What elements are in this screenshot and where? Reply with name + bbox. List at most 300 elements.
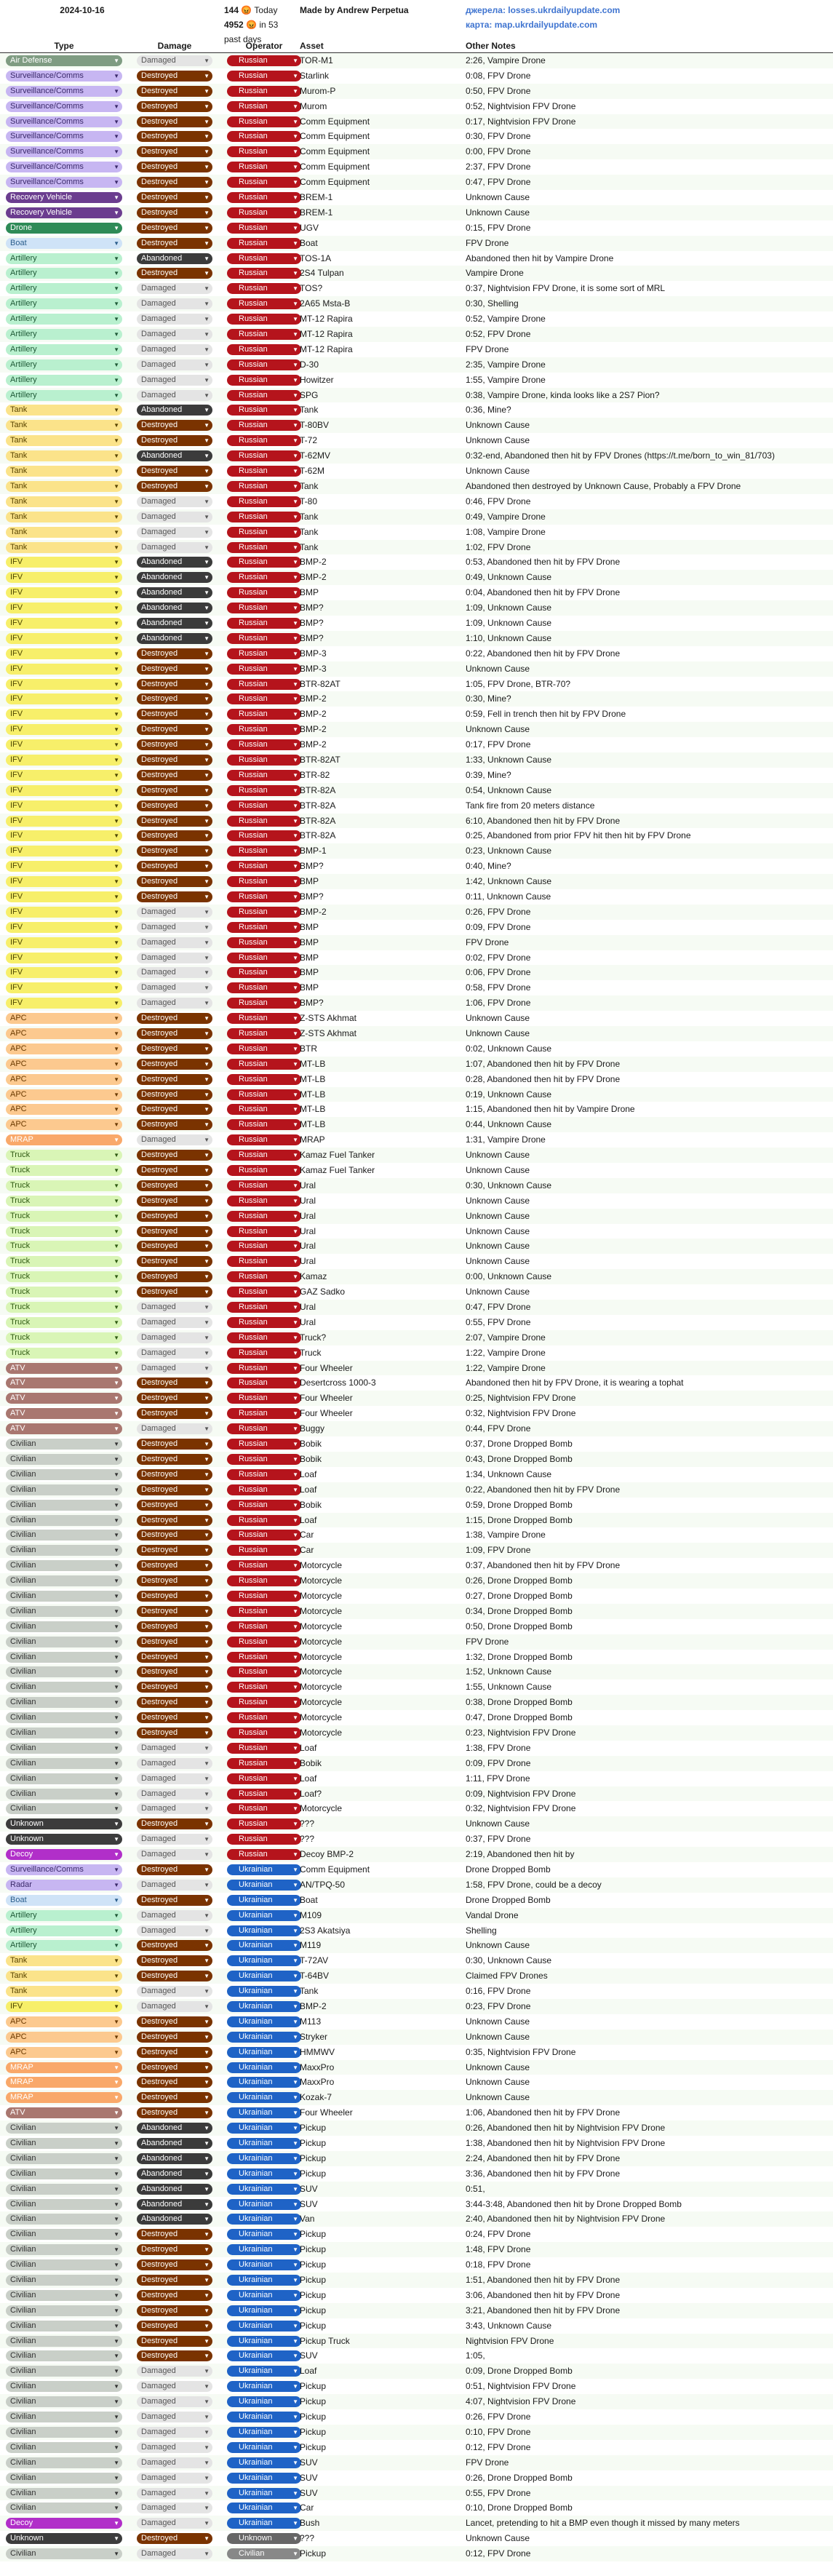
type-select[interactable] [6, 1575, 122, 1586]
type-select[interactable] [6, 1043, 122, 1054]
damage-select[interactable] [137, 907, 212, 918]
damage-select[interactable] [137, 1196, 212, 1206]
operator-select[interactable] [227, 922, 301, 933]
damage-select[interactable] [137, 1864, 212, 1875]
type-select[interactable] [6, 101, 122, 112]
operator-select[interactable] [227, 1545, 301, 1556]
type-select[interactable] [6, 390, 122, 401]
damage-select[interactable] [137, 1591, 212, 1602]
damage-select[interactable] [137, 1287, 212, 1297]
operator-select[interactable] [227, 1560, 301, 1571]
type-select[interactable] [6, 450, 122, 461]
damage-select[interactable] [137, 2244, 212, 2255]
operator-select[interactable] [227, 2062, 301, 2073]
damage-select[interactable] [137, 1971, 212, 1981]
operator-select[interactable] [227, 1895, 301, 1906]
operator-select[interactable] [227, 664, 301, 675]
type-select[interactable] [6, 116, 122, 127]
type-select[interactable] [6, 542, 122, 553]
operator-select[interactable] [227, 359, 301, 370]
damage-select[interactable] [137, 770, 212, 781]
operator-select[interactable] [227, 1910, 301, 1921]
operator-select[interactable] [227, 2123, 301, 2134]
damage-select[interactable] [137, 1560, 212, 1571]
damage-select[interactable] [137, 1849, 212, 1860]
sources-link[interactable]: джерела: losses.ukrdailyupdate.com [466, 5, 621, 15]
damage-select[interactable] [137, 1515, 212, 1526]
type-select[interactable] [6, 2229, 122, 2240]
damage-select[interactable] [137, 937, 212, 948]
type-select[interactable] [6, 223, 122, 234]
operator-select[interactable] [227, 1728, 301, 1738]
operator-select[interactable] [227, 223, 301, 234]
type-select[interactable] [6, 1454, 122, 1465]
operator-select[interactable] [227, 2290, 301, 2301]
damage-select[interactable] [137, 1621, 212, 1632]
damage-select[interactable] [137, 1454, 212, 1465]
operator-select[interactable] [227, 329, 301, 340]
damage-select[interactable] [137, 116, 212, 127]
damage-select[interactable] [137, 314, 212, 325]
type-select[interactable] [6, 1666, 122, 1677]
damage-select[interactable] [137, 1773, 212, 1784]
type-select[interactable] [6, 2259, 122, 2270]
operator-select[interactable] [227, 2275, 301, 2286]
type-select[interactable] [6, 679, 122, 690]
type-select[interactable] [6, 2092, 122, 2103]
damage-select[interactable] [137, 1530, 212, 1541]
damage-select[interactable] [137, 709, 212, 720]
operator-select[interactable] [227, 2153, 301, 2164]
damage-select[interactable] [137, 1165, 212, 1176]
damage-select[interactable] [137, 679, 212, 690]
operator-select[interactable] [227, 390, 301, 401]
type-select[interactable] [6, 1119, 122, 1130]
damage-select[interactable] [137, 664, 212, 675]
type-select[interactable] [6, 2488, 122, 2499]
operator-select[interactable] [227, 2259, 301, 2270]
type-select[interactable] [6, 2457, 122, 2468]
type-select[interactable] [6, 2336, 122, 2347]
operator-select[interactable] [227, 2412, 301, 2422]
operator-select[interactable] [227, 435, 301, 446]
type-select[interactable] [6, 435, 122, 446]
type-select[interactable] [6, 1758, 122, 1769]
type-select[interactable] [6, 405, 122, 416]
operator-select[interactable] [227, 1150, 301, 1161]
damage-select[interactable] [137, 2427, 212, 2438]
type-select[interactable] [6, 846, 122, 856]
operator-select[interactable] [227, 1500, 301, 1511]
operator-select[interactable] [227, 603, 301, 613]
damage-select[interactable] [137, 1378, 212, 1388]
damage-select[interactable] [137, 1271, 212, 1282]
operator-select[interactable] [227, 512, 301, 522]
operator-select[interactable] [227, 1119, 301, 1130]
damage-select[interactable] [137, 572, 212, 583]
operator-select[interactable] [227, 450, 301, 461]
damage-select[interactable] [137, 876, 212, 887]
operator-select[interactable] [227, 1089, 301, 1100]
operator-select[interactable] [227, 2336, 301, 2347]
operator-select[interactable] [227, 739, 301, 750]
type-select[interactable] [6, 891, 122, 902]
type-select[interactable] [6, 770, 122, 781]
type-select[interactable] [6, 1302, 122, 1313]
damage-select[interactable] [137, 405, 212, 416]
type-select[interactable] [6, 1348, 122, 1359]
operator-select[interactable] [227, 1652, 301, 1663]
operator-select[interactable] [227, 1986, 301, 1997]
operator-select[interactable] [227, 131, 301, 142]
damage-select[interactable] [137, 1256, 212, 1267]
type-select[interactable] [6, 709, 122, 720]
operator-select[interactable] [227, 2092, 301, 2103]
type-select[interactable] [6, 785, 122, 796]
type-select[interactable] [6, 618, 122, 629]
type-select[interactable] [6, 375, 122, 386]
type-select[interactable] [6, 572, 122, 583]
operator-select[interactable] [227, 1302, 301, 1313]
type-select[interactable] [6, 512, 122, 522]
operator-select[interactable] [227, 1348, 301, 1359]
type-select[interactable] [6, 1560, 122, 1571]
type-select[interactable] [6, 1059, 122, 1070]
damage-select[interactable] [137, 2396, 212, 2407]
type-select[interactable] [6, 86, 122, 97]
operator-select[interactable] [227, 146, 301, 157]
operator-select[interactable] [227, 876, 301, 887]
type-select[interactable] [6, 907, 122, 918]
damage-select[interactable] [137, 2047, 212, 2058]
damage-select[interactable] [137, 1712, 212, 1723]
type-select[interactable] [6, 1378, 122, 1388]
damage-select[interactable] [137, 739, 212, 750]
type-select[interactable] [6, 192, 122, 203]
damage-select[interactable] [137, 1302, 212, 1313]
operator-select[interactable] [227, 2244, 301, 2255]
operator-select[interactable] [227, 2473, 301, 2484]
operator-select[interactable] [227, 2305, 301, 2316]
type-select[interactable] [6, 2123, 122, 2134]
operator-select[interactable] [227, 177, 301, 188]
damage-select[interactable] [137, 693, 212, 704]
damage-select[interactable] [137, 390, 212, 401]
type-select[interactable] [6, 1849, 122, 1860]
damage-select[interactable] [137, 1803, 212, 1814]
damage-select[interactable] [137, 298, 212, 309]
type-select[interactable] [6, 1028, 122, 1039]
damage-select[interactable] [137, 542, 212, 553]
damage-select[interactable] [137, 1180, 212, 1191]
damage-select[interactable] [137, 1013, 212, 1024]
type-select[interactable] [6, 922, 122, 933]
damage-select[interactable] [137, 1439, 212, 1450]
type-select[interactable] [6, 1089, 122, 1100]
operator-select[interactable] [227, 420, 301, 431]
operator-select[interactable] [227, 1439, 301, 1450]
type-select[interactable] [6, 1637, 122, 1647]
operator-select[interactable] [227, 1637, 301, 1647]
damage-select[interactable] [137, 435, 212, 446]
column-header-asset[interactable]: Asset [300, 41, 324, 51]
type-select[interactable] [6, 2427, 122, 2438]
type-select[interactable] [6, 633, 122, 644]
operator-select[interactable] [227, 542, 301, 553]
damage-select[interactable] [137, 1119, 212, 1130]
damage-select[interactable] [137, 2457, 212, 2468]
operator-select[interactable] [227, 2016, 301, 2027]
operator-select[interactable] [227, 693, 301, 704]
type-select[interactable] [6, 207, 122, 218]
damage-select[interactable] [137, 1500, 212, 1511]
type-select[interactable] [6, 2473, 122, 2484]
type-select[interactable] [6, 1682, 122, 1693]
damage-select[interactable] [137, 496, 212, 507]
damage-select[interactable] [137, 2533, 212, 2544]
operator-select[interactable] [227, 496, 301, 507]
type-select[interactable] [6, 2321, 122, 2331]
damage-select[interactable] [137, 2503, 212, 2513]
operator-select[interactable] [227, 953, 301, 963]
damage-select[interactable] [137, 1895, 212, 1906]
damage-select[interactable] [137, 2259, 212, 2270]
type-select[interactable] [6, 1408, 122, 1419]
type-select[interactable] [6, 1697, 122, 1708]
type-select[interactable] [6, 253, 122, 264]
damage-select[interactable] [137, 2321, 212, 2331]
operator-select[interactable] [227, 268, 301, 279]
operator-select[interactable] [227, 1925, 301, 1936]
damage-select[interactable] [137, 481, 212, 492]
operator-select[interactable] [227, 1849, 301, 1860]
type-select[interactable] [6, 1895, 122, 1906]
damage-select[interactable] [137, 2001, 212, 2012]
damage-select[interactable] [137, 1834, 212, 1845]
damage-select[interactable] [137, 2199, 212, 2210]
operator-select[interactable] [227, 1606, 301, 1617]
damage-select[interactable] [137, 2366, 212, 2377]
operator-select[interactable] [227, 1423, 301, 1434]
damage-select[interactable] [137, 268, 212, 279]
type-select[interactable] [6, 1104, 122, 1115]
damage-select[interactable] [137, 1469, 212, 1480]
damage-select[interactable] [137, 192, 212, 203]
operator-select[interactable] [227, 2321, 301, 2331]
operator-select[interactable] [227, 2077, 301, 2088]
operator-select[interactable] [227, 937, 301, 948]
operator-select[interactable] [227, 55, 301, 66]
type-select[interactable] [6, 1712, 122, 1723]
damage-select[interactable] [137, 2473, 212, 2484]
type-select[interactable] [6, 359, 122, 370]
damage-select[interactable] [137, 329, 212, 340]
type-select[interactable] [6, 1818, 122, 1829]
type-select[interactable] [6, 876, 122, 887]
type-select[interactable] [6, 982, 122, 993]
damage-select[interactable] [137, 420, 212, 431]
type-select[interactable] [6, 2047, 122, 2058]
damage-select[interactable] [137, 1743, 212, 1754]
operator-select[interactable] [227, 2381, 301, 2392]
damage-select[interactable] [137, 1789, 212, 1800]
damage-select[interactable] [137, 1910, 212, 1921]
type-select[interactable] [6, 1545, 122, 1556]
operator-select[interactable] [227, 1378, 301, 1388]
operator-select[interactable] [227, 1666, 301, 1677]
type-select[interactable] [6, 1591, 122, 1602]
operator-select[interactable] [227, 405, 301, 416]
operator-select[interactable] [227, 1317, 301, 1328]
damage-select[interactable] [137, 724, 212, 735]
type-select[interactable] [6, 998, 122, 1009]
type-select[interactable] [6, 2503, 122, 2513]
type-select[interactable] [6, 420, 122, 431]
type-select[interactable] [6, 1515, 122, 1526]
operator-select[interactable] [227, 998, 301, 1009]
damage-select[interactable] [137, 207, 212, 218]
type-select[interactable] [6, 1196, 122, 1206]
type-select[interactable] [6, 496, 122, 507]
damage-select[interactable] [137, 830, 212, 841]
damage-select[interactable] [137, 359, 212, 370]
operator-select[interactable] [227, 1697, 301, 1708]
operator-select[interactable] [227, 2032, 301, 2043]
column-header-damage[interactable]: Damage [157, 41, 192, 51]
operator-select[interactable] [227, 1408, 301, 1419]
type-select[interactable] [6, 2032, 122, 2043]
operator-select[interactable] [227, 1226, 301, 1237]
damage-select[interactable] [137, 1241, 212, 1252]
damage-select[interactable] [137, 2350, 212, 2361]
type-select[interactable] [6, 2244, 122, 2255]
operator-select[interactable] [227, 2350, 301, 2361]
type-select[interactable] [6, 2199, 122, 2210]
damage-select[interactable] [137, 2214, 212, 2225]
type-select[interactable] [6, 816, 122, 827]
damage-select[interactable] [137, 967, 212, 978]
type-select[interactable] [6, 131, 122, 142]
operator-select[interactable] [227, 633, 301, 644]
damage-select[interactable] [137, 861, 212, 872]
type-select[interactable] [6, 1864, 122, 1875]
damage-select[interactable] [137, 2229, 212, 2240]
damage-select[interactable] [137, 1423, 212, 1434]
damage-select[interactable] [137, 755, 212, 766]
type-select[interactable] [6, 314, 122, 325]
type-select[interactable] [6, 953, 122, 963]
operator-select[interactable] [227, 1165, 301, 1176]
operator-select[interactable] [227, 724, 301, 735]
operator-select[interactable] [227, 314, 301, 325]
damage-select[interactable] [137, 1682, 212, 1693]
type-select[interactable] [6, 2412, 122, 2422]
type-select[interactable] [6, 1241, 122, 1252]
type-select[interactable] [6, 344, 122, 355]
damage-select[interactable] [137, 2077, 212, 2088]
operator-select[interactable] [227, 1211, 301, 1222]
operator-select[interactable] [227, 1469, 301, 1480]
operator-select[interactable] [227, 816, 301, 827]
type-select[interactable] [6, 2366, 122, 2377]
damage-select[interactable] [137, 55, 212, 66]
operator-select[interactable] [227, 2184, 301, 2195]
operator-select[interactable] [227, 2488, 301, 2499]
damage-select[interactable] [137, 238, 212, 249]
operator-select[interactable] [227, 2366, 301, 2377]
damage-select[interactable] [137, 131, 212, 142]
type-select[interactable] [6, 1393, 122, 1404]
damage-select[interactable] [137, 2107, 212, 2118]
operator-select[interactable] [227, 344, 301, 355]
operator-select[interactable] [227, 1575, 301, 1586]
type-select[interactable] [6, 1134, 122, 1145]
type-select[interactable] [6, 587, 122, 598]
damage-select[interactable] [137, 846, 212, 856]
operator-select[interactable] [227, 298, 301, 309]
damage-select[interactable] [137, 1606, 212, 1617]
type-select[interactable] [6, 2001, 122, 2012]
damage-select[interactable] [137, 2488, 212, 2499]
damage-select[interactable] [137, 2138, 212, 2149]
operator-select[interactable] [227, 527, 301, 538]
type-select[interactable] [6, 2442, 122, 2453]
operator-select[interactable] [227, 2229, 301, 2240]
damage-select[interactable] [137, 2153, 212, 2164]
damage-select[interactable] [137, 2275, 212, 2286]
type-select[interactable] [6, 1226, 122, 1237]
operator-select[interactable] [227, 785, 301, 796]
operator-select[interactable] [227, 1363, 301, 1374]
operator-select[interactable] [227, 101, 301, 112]
operator-select[interactable] [227, 618, 301, 629]
type-select[interactable] [6, 1925, 122, 1936]
damage-select[interactable] [137, 1758, 212, 1769]
type-select[interactable] [6, 1773, 122, 1784]
operator-select[interactable] [227, 1043, 301, 1054]
type-select[interactable] [6, 1728, 122, 1738]
type-select[interactable] [6, 162, 122, 172]
operator-select[interactable] [227, 1013, 301, 1024]
damage-select[interactable] [137, 1393, 212, 1404]
operator-select[interactable] [227, 1454, 301, 1465]
type-select[interactable] [6, 1363, 122, 1374]
damage-select[interactable] [137, 86, 212, 97]
operator-select[interactable] [227, 2503, 301, 2513]
type-select[interactable] [6, 2214, 122, 2225]
damage-select[interactable] [137, 466, 212, 477]
type-select[interactable] [6, 967, 122, 978]
damage-select[interactable] [137, 557, 212, 568]
operator-select[interactable] [227, 116, 301, 127]
damage-select[interactable] [137, 1484, 212, 1495]
column-header-type[interactable]: Type [54, 41, 74, 51]
operator-select[interactable] [227, 1773, 301, 1784]
operator-select[interactable] [227, 1134, 301, 1145]
type-select[interactable] [6, 2350, 122, 2361]
operator-select[interactable] [227, 1834, 301, 1845]
type-select[interactable] [6, 2016, 122, 2027]
operator-select[interactable] [227, 2214, 301, 2225]
damage-select[interactable] [137, 603, 212, 613]
damage-select[interactable] [137, 1150, 212, 1161]
operator-select[interactable] [227, 2107, 301, 2118]
type-select[interactable] [6, 2518, 122, 2529]
damage-select[interactable] [137, 2518, 212, 2529]
operator-select[interactable] [227, 846, 301, 856]
operator-select[interactable] [227, 2396, 301, 2407]
damage-select[interactable] [137, 922, 212, 933]
